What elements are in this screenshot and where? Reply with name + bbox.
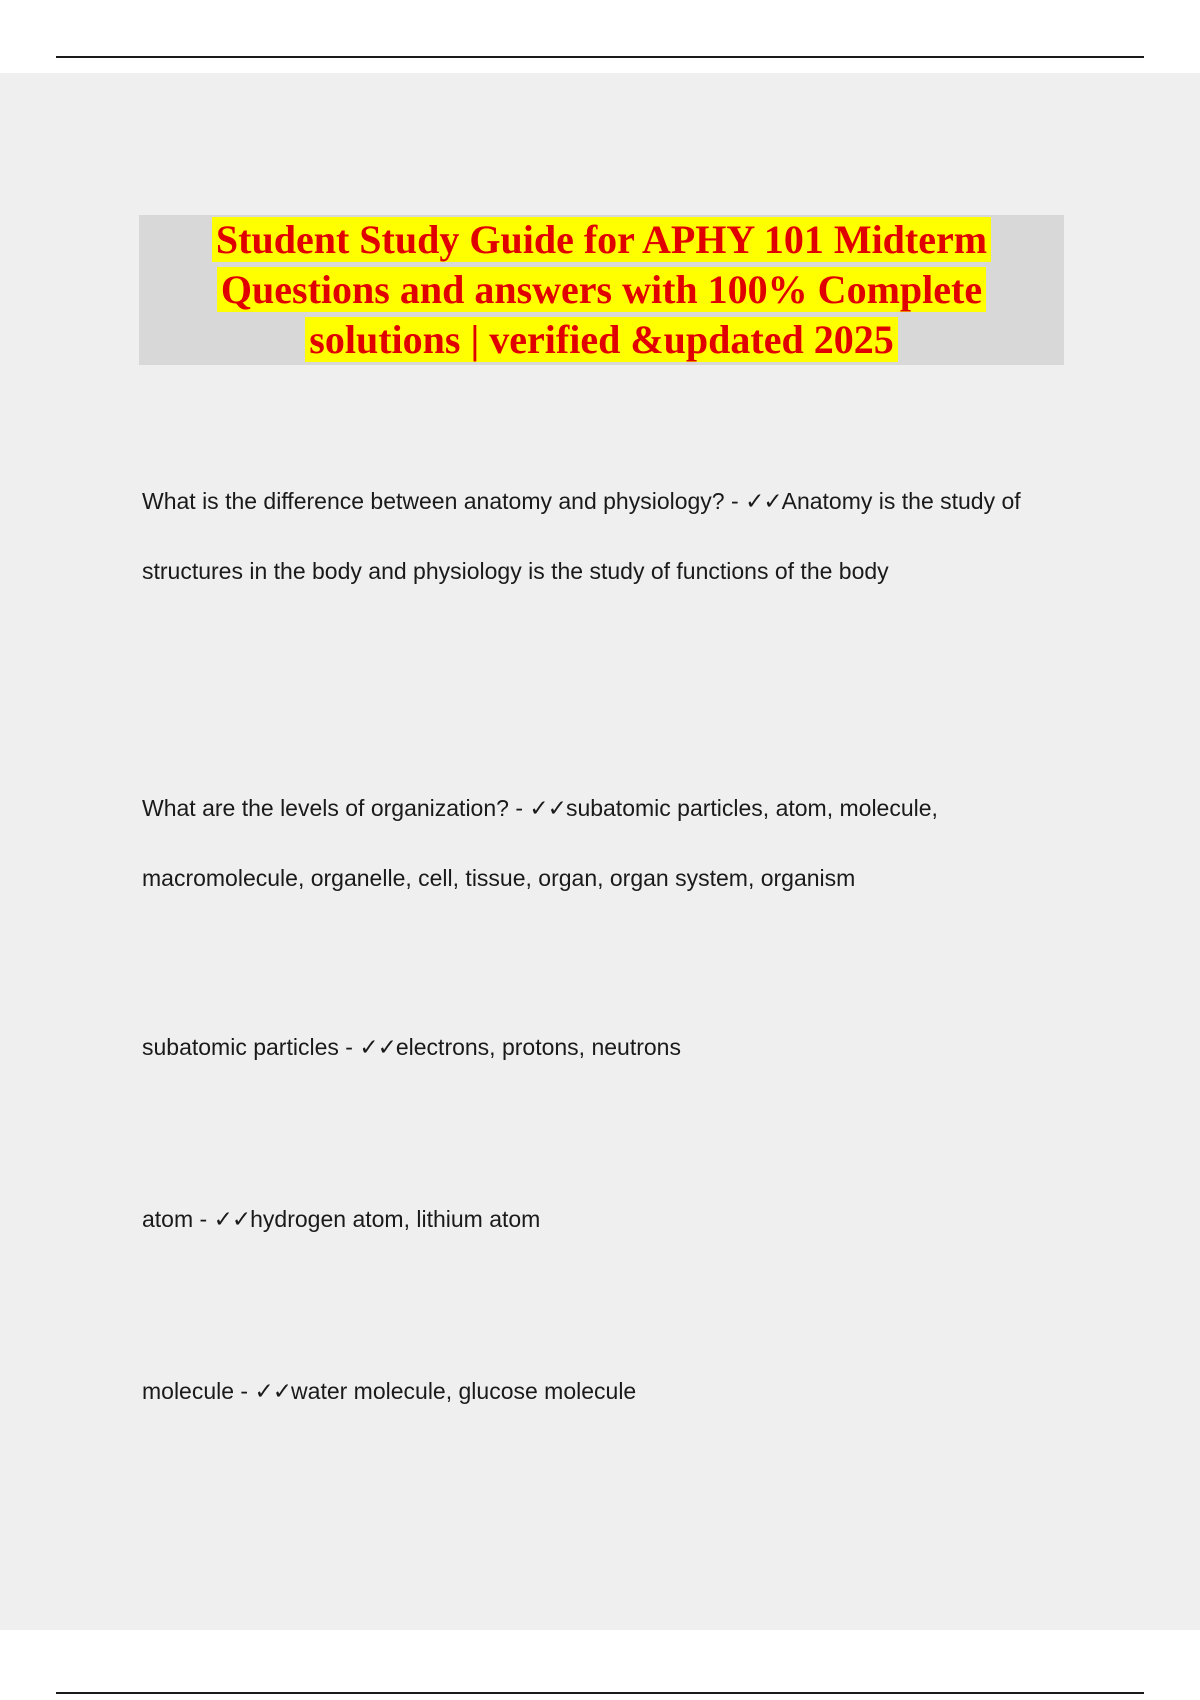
qa-item: What are the levels of organization? - ✓✓subatomic particles, atom, molecule, macromolecule, organelle, cell, tissue, organ, organ system, organism (142, 795, 938, 891)
answer-text: Anatomy is the study of structures in the body and physiology is the study of functions of the body (142, 488, 1021, 584)
qa-item: atom - ✓✓hydrogen atom, lithium atom (142, 1206, 541, 1232)
question-text: What are the levels of organization? (142, 795, 509, 821)
double-check-icon: ✓✓ (359, 1034, 396, 1060)
answer-text: electrons, protons, neutrons (395, 1034, 681, 1060)
answer-text: hydrogen atom, lithium atom (250, 1206, 541, 1232)
question-text: What is the difference between anatomy and physiology? (142, 488, 725, 514)
bottom-rule (56, 1692, 1144, 1694)
question-text: subatomic particles (142, 1034, 339, 1060)
question-text: molecule (142, 1378, 235, 1404)
double-check-icon: ✓✓ (213, 1206, 251, 1232)
double-check-icon: ✓✓ (745, 488, 782, 514)
document-title-highlight: Student Study Guide for APHY 101 Midterm Questions and answers with 100% Complete solutions | verified &updated 2025 (212, 217, 991, 362)
document-title (172, 215, 1032, 365)
title-banner (139, 215, 1064, 365)
top-rule (56, 56, 1144, 58)
answer-text: subatomic particles, atom, molecule, macromolecule, organelle, cell, tissue, organ, organ system, organism (142, 795, 938, 891)
qa-item: subatomic particles - ✓✓electrons, protons, neutrons (142, 1034, 681, 1060)
question-text: atom (142, 1206, 194, 1232)
document-page (0, 73, 1200, 1630)
answer-text: water molecule, glucose molecule (291, 1378, 637, 1404)
double-check-icon: ✓✓ (254, 1378, 292, 1404)
qa-item: molecule - ✓✓water molecule, glucose molecule (142, 1378, 637, 1404)
qa-item: What is the difference between anatomy and physiology? - ✓✓Anatomy is the study of structures in the body and physiology is the study of functions of the body (142, 488, 1021, 584)
double-check-icon: ✓✓ (529, 795, 566, 821)
